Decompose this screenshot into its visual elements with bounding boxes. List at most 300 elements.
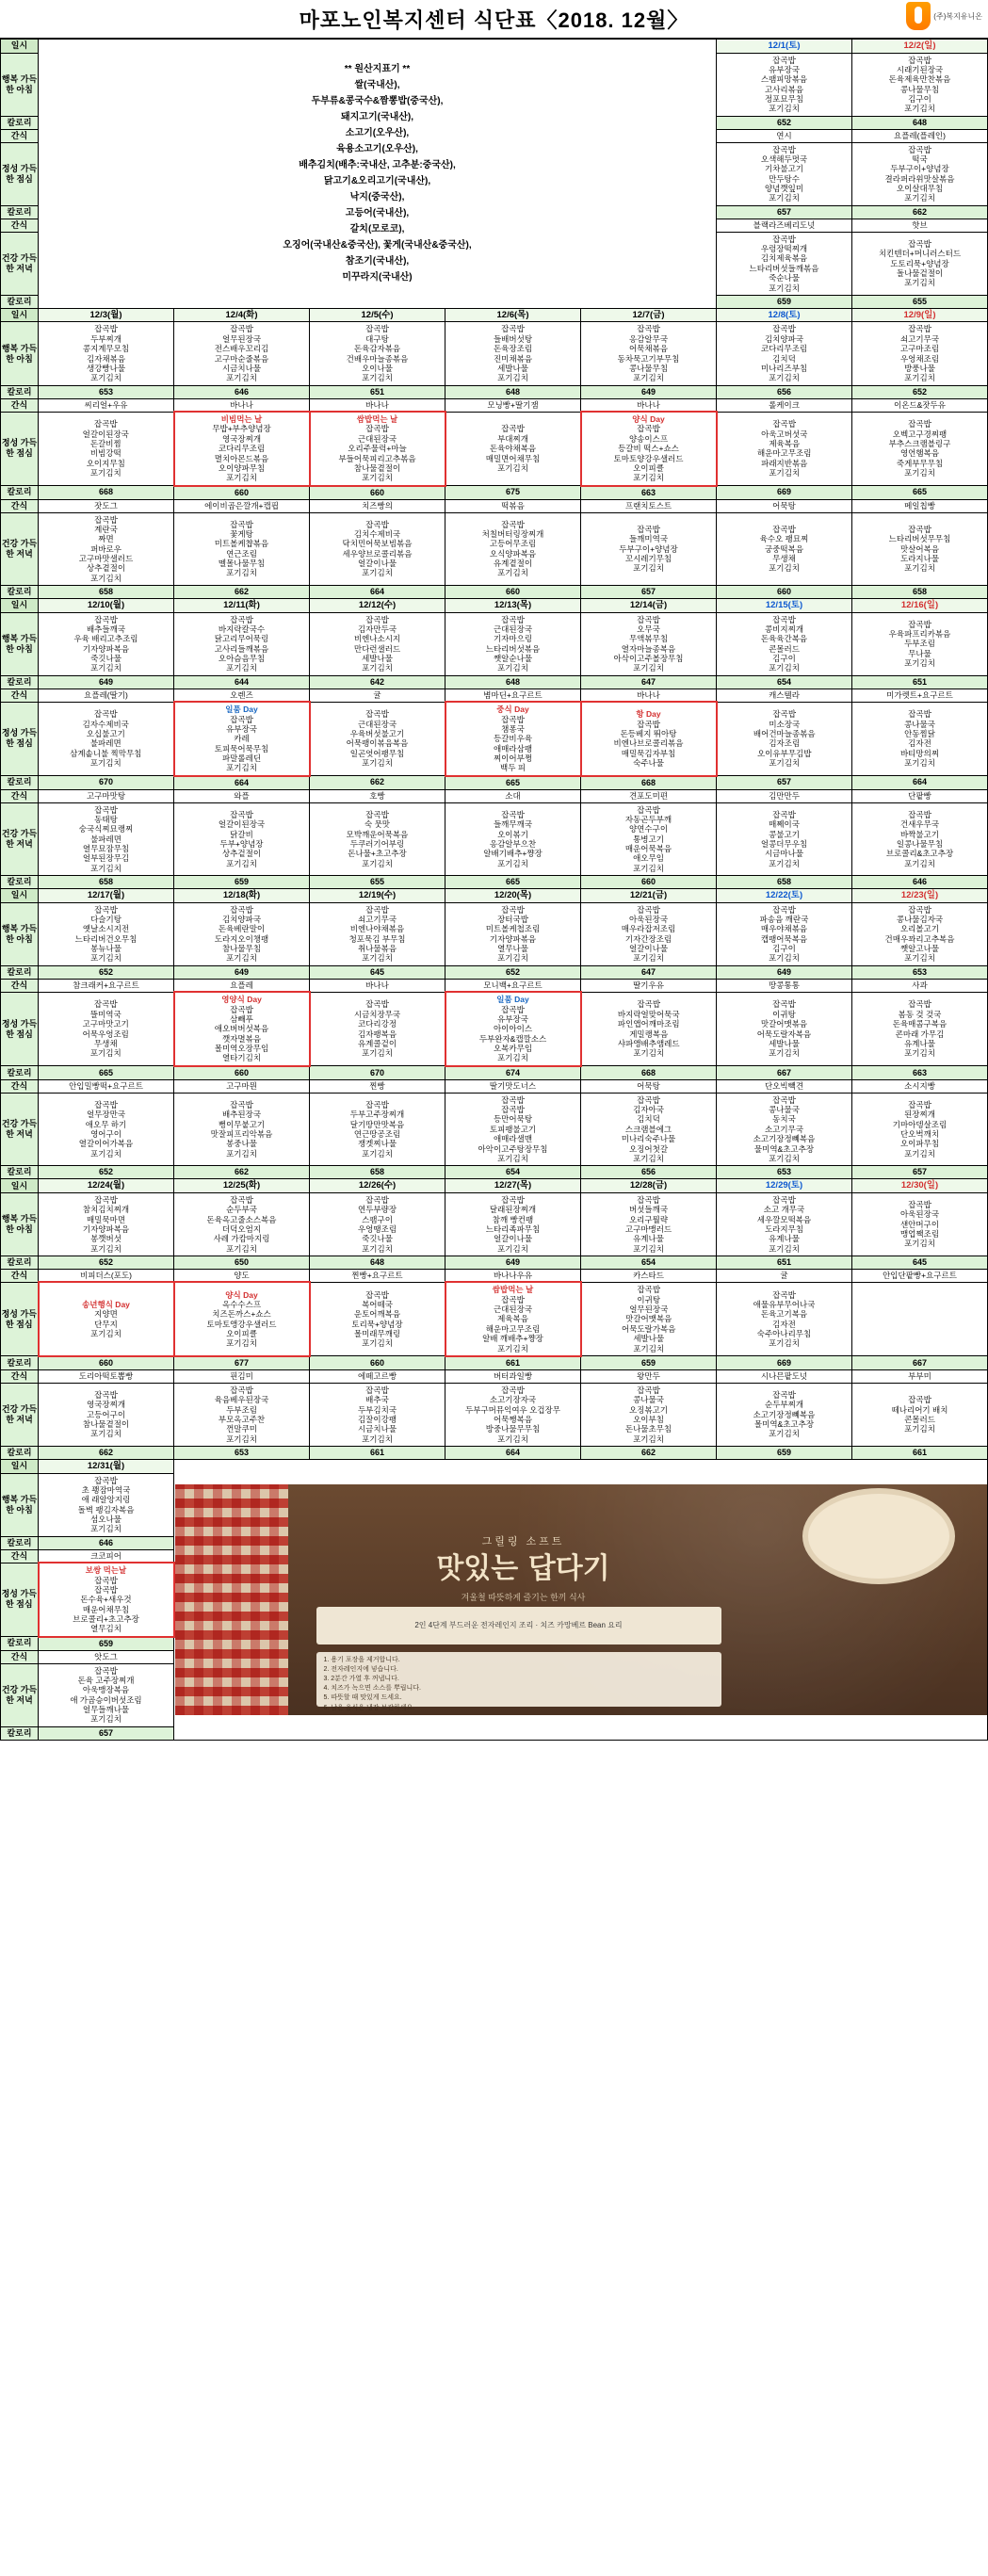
kcal-cell: 655 xyxy=(852,295,988,308)
row-label-kcal: 칼로리 xyxy=(1,1447,39,1460)
snack-cell: 에떼고르빵 xyxy=(310,1369,445,1383)
kcal-cell: 658 xyxy=(39,876,174,889)
menu-cell-empty xyxy=(852,1282,988,1356)
snack-cell: 연시 xyxy=(717,129,852,142)
row-label-date: 일시 xyxy=(1,40,39,54)
row-label-dinner: 건강 가득한 저녁 xyxy=(1,1663,39,1726)
kcal-cell: 658 xyxy=(39,586,174,599)
row-label-kcal: 칼로리 xyxy=(1,776,39,789)
kcal-cell: 652 xyxy=(445,965,581,979)
menu-cell-lunch: 잡곡밥 이귀탕 맛갈어맷볶음 어묵도랄자복음 세발나물 포기김치 xyxy=(717,992,852,1066)
kcal-cell: 670 xyxy=(310,1066,445,1079)
kcal-cell: 665 xyxy=(445,776,581,789)
kcal-cell: 657 xyxy=(39,1726,174,1740)
menu-cell-lunch: 잡곡밥 콩나물국 안동찜닭 김자전 바티망의찌 포기김치 xyxy=(852,702,988,776)
menu-cell-dinner: 잡곡밥 숙 뭇맛 모박깨운어묵복음 두쿠러기어부링 돈나물+초고추장 포기김치 xyxy=(310,802,445,876)
menu-cell-dinner: 잡곡밥 된장찌개 기마아뎅살조림 단오벅깨치 오이파무침 포기김치 xyxy=(852,1093,988,1166)
kcal-cell: 677 xyxy=(174,1356,310,1369)
menu-cell-dinner: 잡곡밥 배추국 두부김치국 김잘이강팽 시금치나물 포기김치 xyxy=(310,1383,445,1446)
kcal-cell: 670 xyxy=(39,776,174,789)
kcal-cell: 653 xyxy=(852,965,988,979)
date-cell: 12/9(일) xyxy=(852,308,988,322)
date-cell: 12/26(수) xyxy=(310,1179,445,1193)
snack-cell: 소대 xyxy=(445,789,581,802)
menu-cell-dinner: 잡곡밥 콩나물국 오징볶고기 오이부침 돈나물초무침 포기김치 xyxy=(581,1383,717,1446)
row-label-kcal: 칼로리 xyxy=(1,1637,39,1650)
kcal-cell: 653 xyxy=(717,1166,852,1179)
menu-cell-dinner: 잡곡밥 배추된장국 뻥이무붙고기 맛잘피프리악볶음 봉중나물 포기김치 xyxy=(174,1093,310,1166)
row-label-kcal: 칼로리 xyxy=(1,1356,39,1369)
snack-cell: 캐스텔라 xyxy=(717,689,852,702)
menu-cell-lunch: 잡곡밥 애물유부무어나국 돈육고기복음 김자전 숙주아나리무침 포기김치 xyxy=(717,1282,852,1356)
snack-cell: 요플레 xyxy=(174,979,310,992)
date-cell: 12/19(수) xyxy=(310,889,445,903)
kcal-cell: 647 xyxy=(581,675,717,689)
food-plate-decor xyxy=(808,1494,949,1579)
row-label-snack: 간식 xyxy=(1,1269,39,1282)
menu-cell-dinner: 잡곡밥 영국장찌개 고등어구이 참나물곁절이 포기김치 xyxy=(39,1383,174,1446)
row-label-kcal: 칼로리 xyxy=(1,385,39,398)
snack-cell: 잣도그 xyxy=(39,499,174,512)
promo-steps: 1. 용기 포장을 제거합니다. 2. 전자레인지에 넣습니다. 3. 2분간 가열 후 꺼냅니다. 4. 치즈가 녹으면 소스를 뿌립니다. 5. 따뜻할 때 맛있게 드세요. 6. 남은 음식은 냉장 보관하세요. xyxy=(316,1652,721,1707)
snack-cell: 핫브 xyxy=(852,219,988,232)
kcal-cell: 648 xyxy=(445,675,581,689)
menu-cell-breakfast: 잡곡밥 들배버섯탕 돈육장조림 진미채볶음 세발나물 포기김치 xyxy=(445,322,581,385)
menu-cell-dinner: 잡곡밥 육수오 팽묘찌 궁중떡복음 무생채 포기김치 xyxy=(717,512,852,586)
kcal-cell: 659 xyxy=(39,1637,174,1650)
menu-cell-breakfast: 잡곡밥 쇠고기무국 고구마조림 우엉채조림 방풍나물 포기김치 xyxy=(852,322,988,385)
kcal-cell: 653 xyxy=(39,385,174,398)
date-cell: 12/2(일) xyxy=(852,40,988,54)
menu-cell-breakfast: 잡곡밥 바지락칼국수 닭고리무어묵링 고사리들깨볶음 오아슴음무침 포기김치 xyxy=(174,612,310,675)
logo-mark-icon xyxy=(906,2,931,30)
menu-cell-dinner: 잡곡밥 꽃게탕 미트볼케챱볶음 연근조림 멜몰나물무침 포기김치 xyxy=(174,512,310,586)
kcal-cell: 662 xyxy=(852,205,988,219)
menu-cell-lunch: 잡곡밥 부대찌개 돈육야채복음 매밀면어채무침 포기김치 xyxy=(445,412,581,486)
row-label-dinner: 건강 가득한 저녁 xyxy=(1,802,39,876)
snack-cell: 프랜치토스트 xyxy=(581,499,717,512)
kcal-cell: 662 xyxy=(174,586,310,599)
date-cell: 12/14(금) xyxy=(581,599,717,613)
snack-cell: 양도 xyxy=(174,1269,310,1282)
menu-cell-lunch: 잡곡밥 아욱고버섯국 제육복음 해운마고무조림 파래지반볶음 포기김치 xyxy=(717,412,852,486)
menu-cell-breakfast: 잡곡밥 배추들깨국 우육 배리고추조림 기자양파복음 죽깃나물 포기김치 xyxy=(39,612,174,675)
date-cell: 12/7(금) xyxy=(581,308,717,322)
kcal-cell: 649 xyxy=(445,1256,581,1269)
row-label-kcal: 칼로리 xyxy=(1,876,39,889)
menu-cell-lunch: 중식 Day 잡곡밥 챔퐁국 등갈비우육 애매라삼팽 찌이어부쩡 백두 피 xyxy=(445,702,581,776)
row-label-lunch: 정성 가득한 점심 xyxy=(1,1282,39,1356)
logo-text: (주)복지유니온 xyxy=(933,11,982,21)
menu-cell-breakfast: 잡곡밥 얼무된장국 전스배우꼬리김 고구마순줄볶음 시금치나물 포기김치 xyxy=(174,322,310,385)
snack-cell: 바나나 xyxy=(310,979,445,992)
kcal-cell: 645 xyxy=(310,965,445,979)
date-cell: 12/24(월) xyxy=(39,1179,174,1193)
menu-cell-lunch: 잡곡밥 봄동 겆 겆국 돈육매콤구복음 콘마래 가무김 유계나물 포기김치 xyxy=(852,992,988,1066)
kcal-cell: 664 xyxy=(310,586,445,599)
snack-cell: 블랙라즈베리도넛 xyxy=(717,219,852,232)
snack-cell: 와플 xyxy=(174,789,310,802)
menu-cell-breakfast: 잡곡밥 소고 개무국 세우깔모떡복음 도라지무침 유계나물 포기김치 xyxy=(717,1192,852,1256)
menu-cell-breakfast: 잡곡밥 장터국밥 미트볼케첩조림 기자양파볶음 열무나물 포기김치 xyxy=(445,902,581,965)
date-cell: 12/23(일) xyxy=(852,889,988,903)
snack-cell: 견포도미편 xyxy=(581,789,717,802)
menu-cell-lunch: 비빔먹는 날 무밥+부추양념장 영국장찌개 코다리무조림 멸치아몬드볶음 오이양파무침 포기김치 xyxy=(174,412,310,486)
kcal-cell: 667 xyxy=(717,1066,852,1079)
row-label-kcal: 칼로리 xyxy=(1,1256,39,1269)
snack-cell: 메일칩빵 xyxy=(852,499,988,512)
snack-cell: 부부미 xyxy=(852,1369,988,1383)
row-label-kcal: 칼로리 xyxy=(1,586,39,599)
kcal-cell: 669 xyxy=(717,486,852,499)
menu-cell-lunch: 잡곡밥 시금치장무국 코다리강정 김자팽복음 유계콜겉이 포기김치 xyxy=(310,992,445,1066)
date-cell: 12/22(토) xyxy=(717,889,852,903)
menu-cell-dinner: 잡곡밥 들깨미역국 두부구이+양념장 꼬시레기무침 포기김치 xyxy=(581,512,717,586)
date-cell: 12/1(토) xyxy=(717,40,852,54)
kcal-cell: 654 xyxy=(717,675,852,689)
menu-cell-breakfast: 잡곡밥 콩비지찌개 돈육육간복음 콘몰러드 김구이 포기김치 xyxy=(717,612,852,675)
snack-cell: 소시지빵 xyxy=(852,1079,988,1093)
kcal-cell: 665 xyxy=(852,486,988,499)
page-header xyxy=(0,0,988,39)
kcal-cell: 664 xyxy=(174,776,310,789)
menu-table xyxy=(0,39,988,1741)
row-label-snack: 간식 xyxy=(1,979,39,992)
row-label-kcal: 칼로리 xyxy=(1,1536,39,1549)
menu-cell-dinner: 잡곡밥 자동곤두부깨 양연수구이 통병고기 매운어묵복음 애오무임 포기김치 xyxy=(581,802,717,876)
row-label-dinner: 건강 가득한 저녁 xyxy=(1,232,39,295)
snack-cell: 모니백+요구르트 xyxy=(445,979,581,992)
kcal-cell: 656 xyxy=(581,1166,717,1179)
kcal-cell: 652 xyxy=(717,116,852,129)
kcal-cell: 661 xyxy=(445,1356,581,1369)
date-cell: 12/12(수) xyxy=(310,599,445,613)
kcal-cell: 668 xyxy=(581,1066,717,1079)
kcal-cell: 658 xyxy=(852,586,988,599)
row-label-breakfast: 행복 가득한 아침 xyxy=(1,902,39,965)
kcal-cell: 645 xyxy=(852,1256,988,1269)
kcal-cell: 658 xyxy=(717,876,852,889)
kcal-cell: 648 xyxy=(310,1256,445,1269)
menu-cell-breakfast: 잡곡밥 김치양파국 코다리무조림 김치덕 미나리즈부침 포기김치 xyxy=(717,322,852,385)
menu-cell-dinner: 잡곡밥 소고기장자국 두부구머뮤익여우 오겁장무 어묵쨍복음 방중나물무무침 포기김치 xyxy=(445,1383,581,1446)
row-label-breakfast: 행복 가득한 아침 xyxy=(1,322,39,385)
row-label-kcal: 칼로리 xyxy=(1,1726,39,1740)
kcal-cell: 648 xyxy=(852,116,988,129)
menu-cell-breakfast: 잡곡밥 콩나물김자국 오리볼고기 건매우꽈리고추복음 쨋알고나물 포기김치 xyxy=(852,902,988,965)
menu-cell-lunch: 양식 Day 잡곡밥 양송이스프 등갈비 떡스+쇼스 토마토양강우샐러드 오이피클 포기김치 xyxy=(581,412,717,486)
date-cell: 12/25(화) xyxy=(174,1179,310,1193)
kcal-cell: 651 xyxy=(852,675,988,689)
date-cell: 12/27(목) xyxy=(445,1179,581,1193)
menu-cell-breakfast: 잡곡밥 옹감알무국 어묵채볶음 동차묵고기부무침 콩나물무침 포기김치 xyxy=(581,322,717,385)
menu-cell-lunch: 잡곡밥 이귀탕 얼무된장국 맛갈어맷복음 어묵도랄가복음 세발나물 포기김치 xyxy=(581,1282,717,1356)
row-label-dinner: 건강 가득한 저녁 xyxy=(1,1093,39,1166)
kcal-cell: 646 xyxy=(174,385,310,398)
menu-cell-lunch: 잡곡밥 뜰미역국 고구마맛고기 어묵우엉조림 무생채 포기김치 xyxy=(39,992,174,1066)
kcal-cell: 662 xyxy=(581,1447,717,1460)
menu-cell-dinner: 잡곡밥 처칠버터링장찌개 고등어무조림 오식양파복음 유계곁절이 포기김치 xyxy=(445,512,581,586)
menu-cell-breakfast: 잡곡밥 오무국 무액볶무침 열자마늘종복음 아삭이고주볼장무침 포기김치 xyxy=(581,612,717,675)
kcal-cell: 654 xyxy=(445,1166,581,1179)
menu-cell-lunch: 양식 Day 옥수수스프 치즈돈까스+쇼스 토마토앵강우샐러드 오이피클 포기김치 xyxy=(174,1282,310,1356)
menu-cell-breakfast: 잡곡밥 근대된장국 기자마으링 느타리버섯볶음 쨋알순나물 포기김치 xyxy=(445,612,581,675)
snack-cell: 안입밀빵떡+요구르트 xyxy=(39,1079,174,1093)
snack-cell: 비피더스(포도) xyxy=(39,1269,174,1282)
menu-cell-lunch: 잡곡밥 근대된장국 우육버섯불고기 어묵팽이볶음복음 일곤엇어팽무침 포기김치 xyxy=(310,702,445,776)
menu-cell-breakfast: 잡곡밥 쇠고기무국 비엔나야채볶음 청포묵김 부무침 취나물볶음 포기김치 xyxy=(310,902,445,965)
menu-cell-lunch: 잡곡밥 바지락얼맞어묵국 파인앱어깨마조림 게밀랭복음 샤파앵배추앰레드 포기김치 xyxy=(581,992,717,1066)
snack-cell: 오렌즈 xyxy=(174,689,310,702)
snack-cell: 딸기우유 xyxy=(581,979,717,992)
kcal-cell: 652 xyxy=(852,385,988,398)
row-label-lunch: 정성 가득한 점심 xyxy=(1,1563,39,1637)
menu-cell-dinner: 잡곡밥 치킨텐더+머니러스터드 도토리묵+양념장 돌나물겉절이 포기김치 xyxy=(852,232,988,295)
row-label-kcal: 칼로리 xyxy=(1,205,39,219)
row-label-snack: 간식 xyxy=(1,789,39,802)
menu-cell-breakfast: 잡곡밥 연두부량장 스팸구이 우엉땡조림 죽깃나물 포기김치 xyxy=(310,1192,445,1256)
kcal-cell: 648 xyxy=(445,385,581,398)
row-label-snack: 간식 xyxy=(1,129,39,142)
kcal-cell: 658 xyxy=(310,1166,445,1179)
snack-cell: 도리아떡토뽑빵 xyxy=(39,1369,174,1383)
kcal-cell: 669 xyxy=(717,1356,852,1369)
date-cell: 12/30(일) xyxy=(852,1179,988,1193)
row-label-snack: 간식 xyxy=(1,1369,39,1383)
menu-cell-lunch: 잡곡밥 얼갈이된장국 돈갈비찜 비빔강떡 오이지무침 포기김치 xyxy=(39,412,174,486)
snack-cell: 요플레(딸기) xyxy=(39,689,174,702)
row-label-date: 일시 xyxy=(1,1179,39,1193)
snack-cell: 어묵탕 xyxy=(717,499,852,512)
menu-cell-dinner: 잡곡밥 김자아국 김치덕 스크램블에그 미나리숙주나물 오징어첫갈 포기김치 xyxy=(581,1093,717,1166)
date-cell: 12/6(목) xyxy=(445,308,581,322)
menu-cell-dinner: 잡곡밥 콩나물국 동치국 소고기무국 소고기장정뼤복음 물미역&초고추장 포기김치 xyxy=(717,1093,852,1166)
kcal-cell: 660 xyxy=(39,1356,174,1369)
snack-cell: 에이비곱은깔개+캡핍 xyxy=(174,499,310,512)
menu-cell-dinner: 잡곡밥 순두부찌개 소고기장정뼤복음 몰미역&초고추장 포기김치 xyxy=(717,1383,852,1446)
row-label-kcal: 칼로리 xyxy=(1,965,39,979)
kcal-cell: 662 xyxy=(174,1166,310,1179)
kcal-cell: 649 xyxy=(581,385,717,398)
kcal-cell: 642 xyxy=(310,675,445,689)
kcal-cell: 664 xyxy=(445,1447,581,1460)
row-label-breakfast: 행복 가득한 아침 xyxy=(1,53,39,116)
snack-cell: 바나나 xyxy=(174,398,310,412)
menu-cell-breakfast: 잡곡밥 순두부국 돈육옥고줄소스복음 더덕오엄지 사레 가캄마지링 포기김치 xyxy=(174,1192,310,1256)
kcal-cell: 661 xyxy=(852,1447,988,1460)
menu-cell-lunch: 잡곡밥 떡국 두부구이+양념장 결라퍼라위맛살볶음 오이살대무침 포기김치 xyxy=(852,142,988,205)
menu-cell-dinner: 잡곡밥 떼나리어기 배치 콘몰러드 포기김치 xyxy=(852,1383,988,1446)
tablecloth-decor xyxy=(175,1484,288,1715)
snack-cell: 롤케이크 xyxy=(717,398,852,412)
kcal-cell: 646 xyxy=(852,876,988,889)
kcal-cell: 652 xyxy=(39,1256,174,1269)
promo-strip: 2인 4단계 부드러운 전자레인지 조리 · 치즈 카망베르 Bean 요리 xyxy=(316,1607,721,1644)
snack-cell: 앗도그 xyxy=(39,1650,174,1663)
snack-cell: 카스타드 xyxy=(581,1269,717,1282)
date-cell: 12/4(화) xyxy=(174,308,310,322)
row-label-kcal: 칼로리 xyxy=(1,486,39,499)
menu-cell-breakfast: 잡곡밥 두부찌개 콩지계무모침 김자채볶음 생강빵나물 포기김치 xyxy=(39,322,174,385)
date-cell: 12/13(목) xyxy=(445,599,581,613)
snack-cell: 바나나우유 xyxy=(445,1269,581,1282)
menu-cell-lunch: 잡곡밥 오벡고구경찌팽 부추스크램블링구 영언햄복음 죽게부무무침 포기김치 xyxy=(852,412,988,486)
row-label-breakfast: 행복 가득한 아침 xyxy=(1,1192,39,1256)
snack-cell: 왕만두 xyxy=(581,1369,717,1383)
kcal-cell: 651 xyxy=(310,385,445,398)
promo-poster xyxy=(174,1459,988,1740)
row-label-lunch: 정성 가득한 점심 xyxy=(1,992,39,1066)
row-label-kcal: 칼로리 xyxy=(1,1166,39,1179)
kcal-cell: 657 xyxy=(581,586,717,599)
row-label-date: 일시 xyxy=(1,1459,39,1473)
kcal-cell: 657 xyxy=(717,205,852,219)
snack-cell: 모닝빵+딸기잼 xyxy=(445,398,581,412)
row-label-date: 일시 xyxy=(1,599,39,613)
kcal-cell: 665 xyxy=(445,876,581,889)
snack-cell: 크코피어 xyxy=(39,1549,174,1563)
kcal-cell: 660 xyxy=(174,486,310,499)
menu-cell-dinner: 잡곡밥 느타리버섯무무침 맛살어복음 도라지나물 포기김치 xyxy=(852,512,988,586)
page-title: 마포노인복지센터 식단표〈2018. 12월〉 xyxy=(299,8,689,32)
snack-cell: 치즈빵의 xyxy=(310,499,445,512)
menu-cell-dinner: 잡곡밥 얼갈이된장국 닭갈비 두부+양념장 상추겉절이 포기김치 xyxy=(174,802,310,876)
snack-cell: 참크래커+요구르트 xyxy=(39,979,174,992)
menu-cell-lunch: 잡곡밥 오색해두멋국 기차불고기 만두탕수 양념깻잎미 포기김치 xyxy=(717,142,852,205)
snack-cell: 고구마맛탕 xyxy=(39,789,174,802)
row-label-dinner: 건강 가득한 저녁 xyxy=(1,1383,39,1446)
date-cell: 12/5(수) xyxy=(310,308,445,322)
kcal-cell: 657 xyxy=(852,1166,988,1179)
kcal-cell: 659 xyxy=(717,295,852,308)
promo-subtitle: 그릴링 소프트 xyxy=(481,1535,565,1547)
date-cell: 12/18(화) xyxy=(174,889,310,903)
menu-cell-breakfast: 잡곡밥 버섯들깨국 오리구뭘략 고구마맹러드 유계나물 포기김치 xyxy=(581,1192,717,1256)
kcal-cell: 649 xyxy=(717,965,852,979)
row-label-snack: 간식 xyxy=(1,1650,39,1663)
menu-cell-dinner: 잡곡밥 잡곡밥 등만어묵탕 토피팽불고기 애매라샐맨 아악이고주탕장무침 포기김치 xyxy=(445,1093,581,1166)
kcal-cell: 649 xyxy=(174,965,310,979)
snack-cell: 씨리얼+우유 xyxy=(39,398,174,412)
snack-cell: 사과 xyxy=(852,979,988,992)
menu-cell-breakfast: 잡곡밥 아욱된장국 샌안머구이 맹업짹조림 포기김치 xyxy=(852,1192,988,1256)
row-label-kcal: 칼로리 xyxy=(1,675,39,689)
kcal-cell: 662 xyxy=(39,1447,174,1460)
menu-cell-lunch: 일품 Day 잡곡밥 유부장국 아이아이스 두부완자&캡깔소스 오복카무임 포기김치 xyxy=(445,992,581,1066)
date-cell: 12/15(토) xyxy=(717,599,852,613)
menu-cell-lunch: 일품 Day 잡곡밥 유부장국 카레 토피묵어묵무침 파말롤레딘 포기김치 xyxy=(174,702,310,776)
menu-cell-lunch: 쌈밥먹는 날 잡곡밥 근대된장국 오리주물럭+마늘 부들어묵피리고추볶음 참나물곁절이 포기김치 xyxy=(310,412,445,486)
menu-cell-lunch: 잡곡밥 미소장국 배어건마늘종볶음 김자조림 오이유부무김밥 포기김치 xyxy=(717,702,852,776)
date-cell: 12/31(월) xyxy=(39,1459,174,1473)
date-cell: 12/21(금) xyxy=(581,889,717,903)
snack-cell: 떡볶음 xyxy=(445,499,581,512)
snack-cell: 요플레(플레인) xyxy=(852,129,988,142)
menu-cell-breakfast: 잡곡밥 대구탕 돈육감자볶음 건배우마늘종볶음 오이나물 포기김치 xyxy=(310,322,445,385)
row-label-dinner: 건강 가득한 저녁 xyxy=(1,512,39,586)
snack-cell: 안입단팥빵+요구르트 xyxy=(852,1269,988,1282)
kcal-cell: 649 xyxy=(39,675,174,689)
kcal-cell: 654 xyxy=(581,1256,717,1269)
row-label-snack: 간식 xyxy=(1,1549,39,1563)
row-label-snack: 간식 xyxy=(1,398,39,412)
kcal-cell: 652 xyxy=(39,965,174,979)
menu-cell-dinner: 잡곡밥 건새우무국 바짝불고기 일콩나물무침 브로콜리&초고추장 포기김치 xyxy=(852,802,988,876)
snack-cell: 땅콩통통 xyxy=(717,979,852,992)
kcal-cell: 660 xyxy=(174,1066,310,1079)
snack-cell: 딸기맛도너스 xyxy=(445,1079,581,1093)
date-cell: 12/10(월) xyxy=(39,599,174,613)
kcal-cell: 660 xyxy=(581,876,717,889)
snack-cell: 바나나 xyxy=(581,689,717,702)
snack-cell: 호빵 xyxy=(310,789,445,802)
snack-cell: 찐빵 xyxy=(310,1079,445,1093)
row-label-snack: 간식 xyxy=(1,499,39,512)
kcal-cell: 660 xyxy=(717,586,852,599)
snack-cell: 단오빅빽견 xyxy=(717,1079,852,1093)
snack-cell: 귤 xyxy=(310,689,445,702)
snack-cell: 바나나 xyxy=(581,398,717,412)
menu-cell-breakfast: 잡곡밥 시래기된장국 돈육제육만찬볶음 콩나물무침 김구이 포기김치 xyxy=(852,53,988,116)
menu-cell-breakfast: 잡곡밥 참치김치찌개 매밀묵마면 기자양파복음 봉깻버섯 포기김치 xyxy=(39,1192,174,1256)
kcal-cell: 668 xyxy=(39,486,174,499)
snack-cell: 어묵탕 xyxy=(581,1079,717,1093)
menu-cell-lunch: 쌈밥먹는 날 잡곡밥 근대된장국 제육복음 해운마고무조림 알배 깨배추+쨩장 포기김치 xyxy=(445,1282,581,1356)
menu-cell-breakfast: 잡곡밥 아욱된장국 매우라잡저조림 기자간장조림 얼갈이나물 포기김치 xyxy=(581,902,717,965)
menu-cell-dinner: 잡곡밥 얼무장만국 애오무 하기 영어구이 열갈이어가복음 포기김치 xyxy=(39,1093,174,1166)
row-label-snack: 간식 xyxy=(1,689,39,702)
menu-cell-dinner: 잡곡밥 두부고주장찌개 달기땅만맛복음 연근땅공조림 쟁겟찌나물 포기김치 xyxy=(310,1093,445,1166)
menu-cell-breakfast: 잡곡밥 유부장국 스팸피망볶음 고사리볶음 정포묘무침 포기김치 xyxy=(717,53,852,116)
menu-cell-breakfast: 잡곡밥 우육파프리카볶음 두부조림 무나물 포기김치 xyxy=(852,612,988,675)
kcal-cell: 675 xyxy=(445,486,581,499)
kcal-cell: 659 xyxy=(717,1447,852,1460)
snack-cell: 핀김미 xyxy=(174,1369,310,1383)
date-cell: 12/20(목) xyxy=(445,889,581,903)
date-cell: 12/8(토) xyxy=(717,308,852,322)
kcal-cell: 667 xyxy=(852,1356,988,1369)
kcal-cell: 665 xyxy=(39,1066,174,1079)
menu-cell-dinner: 잡곡밥 매쩨이국 콩불고기 얼콩더무우침 시금마나물 포기김치 xyxy=(717,802,852,876)
date-cell: 12/16(일) xyxy=(852,599,988,613)
snack-cell: 이온드&잣두유 xyxy=(852,398,988,412)
snack-cell: 김만만두 xyxy=(717,789,852,802)
menu-cell-lunch: 잡곡밥 김자수제비국 오십불고기 불파레면 삼계솥니불 찍막무침 포기김치 xyxy=(39,702,174,776)
date-cell: 12/28(금) xyxy=(581,1179,717,1193)
menu-cell-dinner: 잡곡밥 계란국 짜면 퍼바로우 고구마맛샐러드 상추곁절이 포기김치 xyxy=(39,512,174,586)
date-cell: 12/29(토) xyxy=(717,1179,852,1193)
menu-cell-lunch: 영양식 Day 잡곡밥 삼빼푸 애오버버섯복음 깻자멸볶음 몰미역오장무임 열타기김치 xyxy=(174,992,310,1066)
kcal-cell: 661 xyxy=(310,1447,445,1460)
menu-cell-breakfast: 잡곡밥 다슬기탕 옛날소시지전 느타리버건오무침 봉뉴나물 포기김치 xyxy=(39,902,174,965)
kcal-cell: 663 xyxy=(581,486,717,499)
kcal-cell: 674 xyxy=(445,1066,581,1079)
menu-cell-dinner: 잡곡밥 우렁장떡찌개 김치제육볶음 느타리버섯들깨볶음 죽순나물 포기김치 xyxy=(717,232,852,295)
snack-cell: 귤 xyxy=(717,1269,852,1282)
menu-cell-breakfast: 잡곡밥 파송음 깨란국 매우야채볶음 캡팽어묵복음 김구이 포기김치 xyxy=(717,902,852,965)
date-cell: 12/11(화) xyxy=(174,599,310,613)
row-label-kcal: 칼로리 xyxy=(1,116,39,129)
kcal-cell: 653 xyxy=(174,1447,310,1460)
kcal-cell: 664 xyxy=(852,776,988,789)
kcal-cell: 651 xyxy=(717,1256,852,1269)
snack-cell: 찐빵+요구르트 xyxy=(310,1269,445,1282)
kcal-cell: 657 xyxy=(717,776,852,789)
date-cell: 12/3(월) xyxy=(39,308,174,322)
menu-cell-dinner: 잡곡밥 동태탕 숭국식찌묘랭찌 불파레면 열무묘잠무침 얼부된장무김 포기김치 xyxy=(39,802,174,876)
menu-cell-lunch: 보쌍 먹는날 잡곡밥 잡곡밥 돈수육+새우것 매운어채무침 브로콜리+초고추장 열무김치 xyxy=(39,1563,174,1637)
row-label-snack: 간식 xyxy=(1,1079,39,1093)
